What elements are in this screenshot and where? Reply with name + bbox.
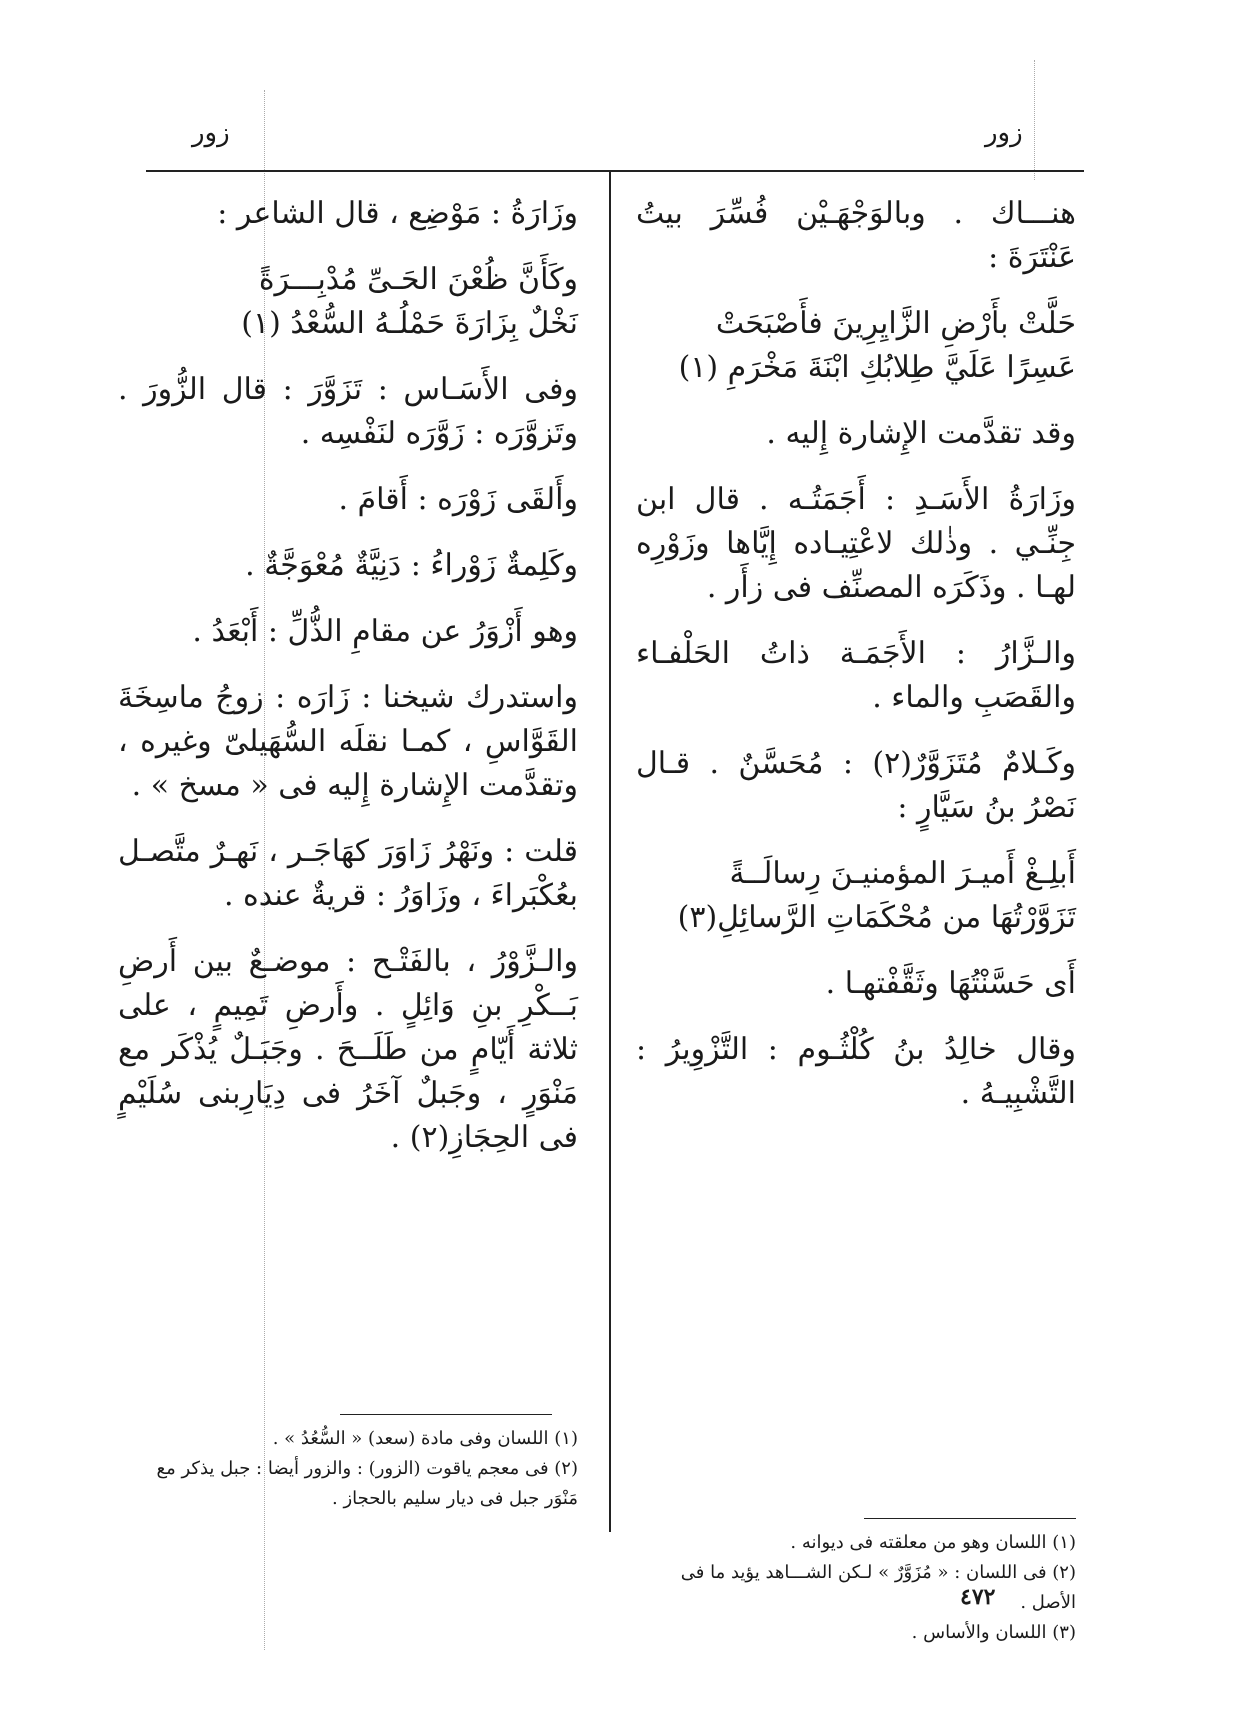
paragraph: هنـــاك . وبالوَجْهَـيْن فُسِّرَ بيتُ عَنْتَرَةَ :	[636, 196, 1076, 275]
footnote: (١) اللسان وهو من معلقته فى ديوانه .	[790, 1532, 1076, 1553]
paragraph: وقد تقدَّمت الإِشارة إِليه .	[766, 416, 1076, 451]
paragraph: والـزَّارُ : الأَجَمَـة ذاتُ الحَلْفـاء والقَصَبِ والماء .	[636, 636, 1076, 715]
paragraph: واستدرك شيخنا : زَارَه : زوجُ ماسِخَةَ القَوَّاسِ ، كمـا نقلَه السُّهَيلىّ وغيره ، وتقدَّمت الإِشارة إِليه فى « مسخ » .	[118, 680, 578, 803]
footnote-rule	[340, 1414, 552, 1415]
paragraph: أَى حَسَّنْتُهَا وثَقَّفْتهـا .	[825, 966, 1076, 1001]
verse-line: حَلَّتْ بأَرْضِ الزَّايِرِينَ فأَصْبَحَتْ	[715, 306, 1076, 341]
paragraph: وهو أَزْوَرُ عن مقامِ الذُّلِّ : أَبْعَدُ .	[192, 614, 578, 649]
verse-line: عَسِرًا عَلَيَّ طِلابُكِ ابْنَةَ مَخْرَمِ (١)	[678, 350, 1076, 385]
paragraph: وزَارَةُ الأَسَـدِ : أَجَمَتُـه . قال ابن جِنِّـي . وذٰلك لاعْتِيـاده إِيَّاها وزَوْرِه لهـا . وذَكَرَه المصنِّف فى زأَر .	[636, 482, 1076, 605]
footnote: (٣) اللسان والأساس .	[911, 1622, 1076, 1643]
scan-artifact-line	[1034, 60, 1036, 180]
footnotes-right	[636, 1528, 1076, 1648]
footnote: (١) اللسان وفى مادة (سعد) « السُّعُدُ » .	[272, 1428, 578, 1449]
paragraph: وكَـلامٌ مُتَزَوَّرٌ(٢) : مُحَسَّنٌ . قـال نَصْرُ بنُ سَيَّارٍ :	[636, 746, 1076, 825]
paragraph: قلت : ونَهْرُ زَاوَرَ كهَاجَـر ، نَهـرٌ متَّصـل بعُكْبَراءَ ، وزَاوَرُ : قريةٌ عنده .	[118, 834, 578, 913]
running-head-right: زور	[985, 118, 1023, 148]
footnote: (٢) فى معجم ياقوت (الزور) : والزور أيضا : جبل يذكر مع مَنْوَر جبل فى ديار سليم بالحجاز .	[156, 1458, 578, 1509]
footnotes-left	[118, 1424, 578, 1514]
header-rule	[146, 170, 1084, 172]
verse-line: أَبلِـغْ أَميـرَ المؤمنيـنَ رِسالَــةً	[729, 856, 1076, 891]
page-number: ٤٧٢	[960, 1584, 996, 1610]
left-column	[118, 192, 578, 1182]
verse-line: نَخْلٌ بِزَارَةَ حَمْلُـهُ السُّعْدُ (١)	[241, 306, 578, 341]
column-divider	[609, 172, 611, 1532]
paragraph: والـزَّوْرُ ، بالفَتْـح : موضـعٌ بين أَرضِ بَــكْرِ بنِ وَائِلٍ . وأَرضِ تَمِيمٍ ، على ثلاثة أَيّامٍ من طَلَــحَ . وجَبَـلٌ يُذْكَر مع مَنْوَرٍ ، وجَبلٌ آخَرُ فى دِيَارِبنى سُلَيْمٍ فى الحِجَازِ(٢) .	[118, 944, 578, 1155]
running-head-left: زور	[192, 118, 230, 148]
paragraph: وفى الأَسَـاس : تَزَوَّرَ : قال الزُّورَ . وتَزوَّرَه : زَوَّرَه لنَفْسِه .	[118, 372, 578, 451]
verse-line: تَزَوَّرْتُهَا من مُحْكَمَاتِ الرَّسائِلِ(٣)	[677, 900, 1076, 935]
paragraph: وزَارَةُ : مَوْضِع ، قال الشاعر :	[217, 196, 578, 231]
footnote-rule	[864, 1518, 1076, 1519]
footnote: (٢) فى اللسان : « مُزَوَّرٌ » لـكن الشـــاهد يؤيد ما فى الأصل .	[680, 1562, 1076, 1613]
paragraph: وأَلقَى زَوْرَه : أَقامَ .	[338, 482, 578, 517]
right-column	[636, 192, 1076, 1138]
paragraph: وقال خالِدُ بنُ كُلْثُـوم : التَّزْوِيرُ : التَّشْبِيـهُ .	[636, 1032, 1076, 1111]
verse-line: وكَأَنَّ ظُعْنَ الحَـىِّ مُدْبِـــرَةً	[258, 262, 578, 297]
paragraph: وكَلِمةٌ زَوْراءُ : دَنِيَّةٌ مُعْوَجَّةٌ .	[245, 548, 578, 583]
